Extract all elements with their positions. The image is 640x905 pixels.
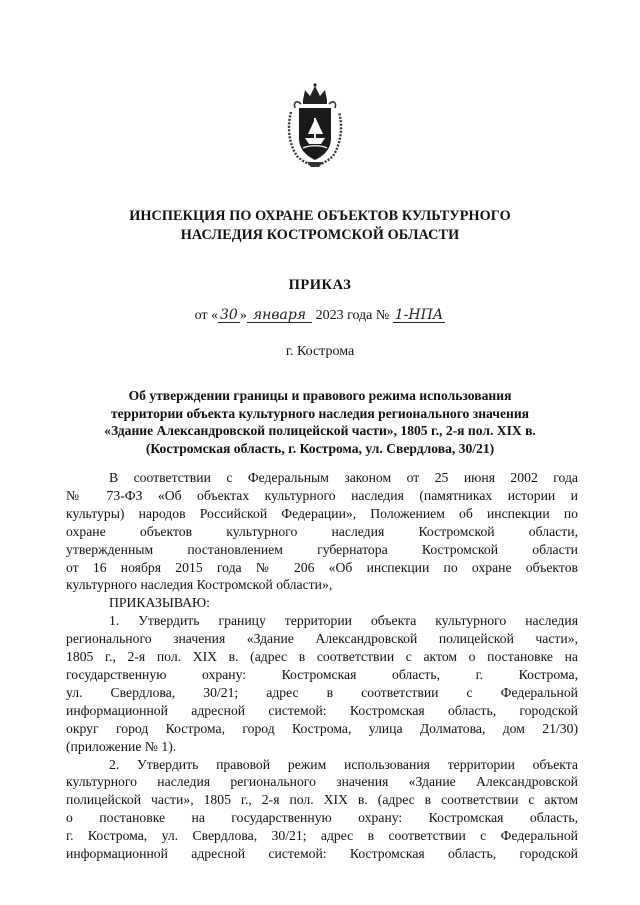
item-1-line: государственную охрану: Костромская область, г. Кострома,: [66, 666, 578, 682]
item-2-line: 2. Утвердить правовой режим использования территории объекта: [109, 756, 578, 772]
item-1-line: регионального значения «Здание Александровской полицейской части»,: [66, 631, 578, 647]
item-1-line: округ город Кострома, город Кострома, улица Долматова, дом 21/30): [66, 720, 578, 736]
item-1-line: ул. Свердлова, 30/21; адрес в соответствии с Федеральной: [66, 684, 578, 700]
order-date-prefix: от «: [194, 308, 219, 323]
order-date-number-line: [170, 308, 470, 324]
item-2-line: информационной адресной системой: Костромская область, городской: [66, 846, 578, 862]
order-year-part: 2023 года №: [315, 308, 390, 323]
decree-word: ПРИКАЗЫВАЮ:: [109, 595, 210, 611]
paragraph-item-1: [66, 612, 578, 755]
handwritten-day: 30: [220, 307, 238, 323]
paragraph-preamble: [66, 469, 578, 594]
item-1-line: 1805 г., 2-я пол. XIX в. (адрес в соответствии с актом о постановке на: [66, 649, 578, 665]
item-2-line: г. Кострома, ул. Свердлова, 30/21; адрес в соответствии с Федеральной: [66, 828, 578, 844]
preamble-line: культурного наследия Костромской области»,: [66, 577, 333, 593]
preamble-line: от 16 ноября 2015 года № 206 «Об инспекции по охране объектов: [66, 559, 578, 575]
item-1-line: информационной адресной системой: Костромская область, городской: [66, 702, 578, 718]
organization-name-line-2: НАСЛЕДИЯ КОСТРОМСКОЙ ОБЛАСТИ: [180, 227, 460, 243]
preamble-line: охране объектов культурного наследия Костромской области,: [66, 523, 578, 539]
preamble-line: утвержденным постановлением губернатора Костромской области: [66, 541, 578, 557]
order-city: г. Кострома: [285, 344, 355, 359]
organization-name: [60, 207, 580, 245]
item-1-line: 1. Утвердить границу территории объекта культурного наследия: [109, 613, 578, 629]
order-subject: [62, 387, 578, 457]
subject-line-3: «Здание Александровской полицейской части», 1805 г., 2-я пол. XIX в.: [104, 423, 536, 439]
handwritten-month: января: [247, 308, 312, 323]
organization-name-line-1: ИНСПЕКЦИЯ ПО ОХРАНЕ ОБЪЕКТОВ КУЛЬТУРНОГО: [129, 208, 511, 224]
order-body: [66, 469, 578, 863]
subject-line-2: территории объекта культурного наследия регионального значения: [110, 405, 530, 421]
order-date-quote: »: [239, 308, 247, 323]
order-title: ПРИКАЗ: [288, 277, 352, 293]
subject-line-4: (Костромская область, г. Кострома, ул. Свердлова, 30/21): [145, 440, 495, 456]
item-2-line: культурного наследия регионального значения «Здание Александровской: [66, 774, 578, 790]
paragraph-item-2: [66, 756, 578, 863]
item-2-line: полицейской части», 1805 г., 2-я пол. XIX в. (адрес в соответствии с актом: [66, 792, 578, 808]
subject-line-1: Об утверждении границы и правового режима использования: [128, 388, 512, 403]
item-1-line: (приложение № 1).: [66, 738, 177, 754]
coat-of-arms-icon: [283, 82, 347, 168]
preamble-line: В соответствии с Федеральным законом от 25 июня 2002 года: [109, 470, 578, 485]
item-2-line: о постановке на государственную охрану: Костромская область,: [66, 810, 578, 826]
preamble-line: № 73-ФЗ «Об объектах культурного наследия (памятниках истории и: [66, 487, 578, 503]
handwritten-order-number: 1-НПА: [394, 307, 444, 323]
preamble-line: культуры) народов Российской Федерации», Положением об инспекции по: [66, 505, 578, 521]
